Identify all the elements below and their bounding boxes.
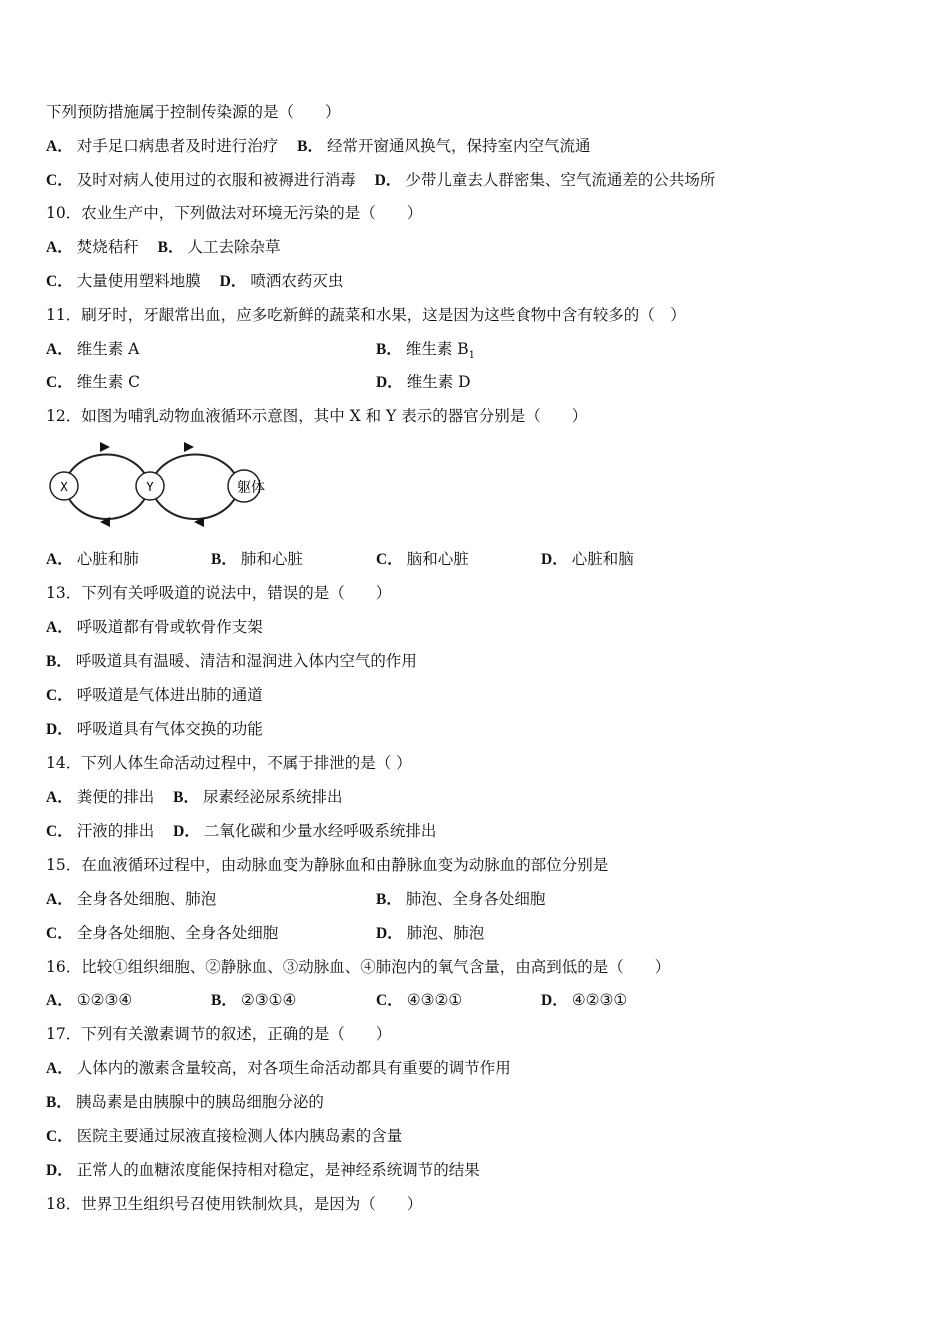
option-label: B． [211, 992, 237, 1009]
option-label: A． [46, 551, 73, 568]
q15-option-d: 肺泡、肺泡 [406, 924, 485, 942]
q10-stem: 10．农业生产中，下列做法对环境无污染的是（ ） [46, 204, 423, 222]
option-label: A． [46, 992, 73, 1009]
option-label: D． [541, 551, 568, 568]
node-x-label: X [60, 480, 68, 494]
option-label: C． [46, 374, 73, 391]
q11-option-b-subscript: 1 [468, 350, 476, 362]
option-label: D． [376, 925, 403, 942]
option-label: C． [46, 687, 73, 704]
q10-option-b: 人工去除杂草 [187, 238, 281, 256]
q14-option-b: 尿素经泌尿系统排出 [203, 788, 343, 806]
q18-stem: 18．世界卫生组织号召使用铁制炊具，是因为（ ） [46, 1195, 423, 1213]
q11-option-a: 维生素 A [76, 340, 140, 358]
q12-option-a: 心脏和肺 [76, 550, 139, 568]
q13-option-d-row [46, 719, 263, 740]
q13-option-a: 呼吸道都有骨或软骨作支架 [76, 618, 263, 636]
q16-option-d: ④②③① [571, 991, 628, 1009]
q10-options-ab [46, 237, 281, 258]
q16-option-c: ④③②① [406, 991, 463, 1009]
q15-option-a-row [46, 889, 216, 910]
option-label: C． [46, 172, 73, 189]
option-label: B． [46, 653, 72, 670]
q11-option-b: 维生素 B [405, 340, 469, 358]
q11-stem: 11．刷牙时，牙龈常出血，应多吃新鲜的蔬菜和水果，这是因为这些食物中含有较多的（ ） [46, 306, 686, 324]
q15-option-a: 全身各处细胞、肺泡 [76, 890, 217, 908]
q14-option-d: 二氧化碳和少量水经呼吸系统排出 [203, 822, 437, 840]
option-label: B． [297, 138, 323, 155]
q14-stem: 14．下列人体生命活动过程中，不属于排泄的是（ ） [46, 754, 412, 772]
q9-options-cd [46, 170, 715, 191]
q11-option-a-row [46, 339, 139, 360]
q14-options-ab [46, 787, 343, 808]
q17-option-a-row [46, 1058, 511, 1079]
option-label: A． [46, 1060, 73, 1077]
q17-option-b-row [46, 1092, 324, 1113]
q15-option-b: 肺泡、全身各处细胞 [405, 890, 546, 908]
option-label: C． [376, 551, 403, 568]
q13-option-b-row [46, 651, 417, 672]
q10-option-c: 大量使用塑料地膜 [76, 272, 201, 290]
q9-option-a: 对手足口病患者及时进行治疗 [76, 137, 279, 155]
q9-options-ab [46, 136, 591, 157]
option-label: D． [376, 374, 403, 391]
q15-stem: 15．在血液循环过程中，由动脉血变为静脉血和由静脉血变为动脉血的部位分别是 [46, 856, 609, 874]
q17-option-b: 胰岛素是由胰腺中的胰岛细胞分泌的 [75, 1093, 324, 1111]
q17-option-a: 人体内的激素含量较高，对各项生命活动都具有重要的调节作用 [76, 1059, 511, 1077]
option-label: B． [376, 891, 402, 908]
q13-option-c: 呼吸道是气体进出肺的通道 [76, 686, 263, 704]
option-label: C． [46, 925, 73, 942]
option-label: C． [376, 992, 403, 1009]
q16-option-b: ②③①④ [240, 991, 297, 1009]
q15-option-c-row [46, 923, 278, 944]
option-label: A． [46, 891, 73, 908]
q12-options [46, 549, 634, 570]
arrow-icon [184, 442, 194, 452]
option-label: D． [374, 172, 402, 189]
q13-stem: 13．下列有关呼吸道的说法中，错误的是（ ） [46, 584, 392, 602]
q12-stem: 12．如图为哺乳动物血液循环示意图，其中 X 和 Y 表示的器官分别是（ ） [46, 407, 588, 425]
option-label: C． [46, 1128, 73, 1145]
option-label: B． [46, 1094, 72, 1111]
q13-option-d: 呼吸道具有气体交换的功能 [76, 720, 263, 738]
option-label: D． [219, 273, 247, 290]
q12-option-c: 脑和心脏 [406, 550, 469, 568]
q16-stem: 16．比较①组织细胞、②静脉血、③动脉血、④肺泡内的氧气含量，由高到低的是（ ） [46, 958, 671, 976]
option-label: B． [211, 551, 237, 568]
q17-option-d: 正常人的血糖浓度能保持相对稳定，是神经系统调节的结果 [76, 1161, 480, 1179]
q9-option-b: 经常开窗通风换气，保持室内空气流通 [327, 137, 591, 155]
q14-option-a: 粪便的排出 [76, 788, 155, 806]
q10-option-d: 喷洒农药灭虫 [250, 272, 344, 290]
q12-option-b: 肺和心脏 [240, 550, 303, 568]
option-label: D． [46, 721, 73, 738]
q16-options [46, 990, 627, 1011]
option-label: A． [46, 619, 73, 636]
option-label: D． [173, 823, 200, 840]
node-y-label: Y [146, 480, 154, 494]
q9-stem: 下列预防措施属于控制传染源的是（ ） [46, 103, 341, 121]
q14-options-cd [46, 821, 436, 842]
q15-option-d-row [376, 923, 484, 944]
option-label: A． [46, 789, 73, 806]
q15-option-c: 全身各处细胞、全身各处细胞 [76, 924, 279, 942]
q11-option-b-row [376, 339, 475, 366]
q17-option-c: 医院主要通过尿液直接检测人体内胰岛素的含量 [76, 1127, 403, 1145]
q17-option-d-row [46, 1160, 480, 1181]
q14-option-c: 汗液的排出 [76, 822, 155, 840]
q11-option-c-row [46, 372, 140, 393]
q11-option-c: 维生素 C [76, 373, 140, 391]
q9-option-c: 及时对病人使用过的衣服和被褥进行消毒 [76, 171, 356, 189]
option-label: B． [157, 239, 184, 256]
q16-option-a: ①②③④ [76, 991, 133, 1009]
option-label: B． [376, 341, 402, 358]
q15-option-b-row [376, 889, 545, 910]
q13-option-b: 呼吸道具有温暖、清洁和湿润进入体内空气的作用 [75, 652, 417, 670]
q11-option-d: 维生素 D [406, 373, 471, 391]
circulation-diagram [44, 442, 274, 534]
q12-option-d: 心脏和脑 [571, 550, 634, 568]
option-label: D． [46, 1162, 73, 1179]
q10-option-a: 焚烧秸秆 [76, 238, 139, 256]
q9-option-d: 少带儿童去人群密集、空气流通差的公共场所 [405, 171, 716, 189]
q13-option-a-row [46, 617, 263, 638]
q17-option-c-row [46, 1126, 402, 1147]
option-label: C． [46, 273, 73, 290]
arrow-icon [100, 442, 110, 452]
q10-options-cd [46, 271, 343, 292]
q13-option-c-row [46, 685, 263, 706]
node-body-label: 躯体 [237, 480, 265, 496]
option-label: A． [46, 341, 73, 358]
option-label: D． [541, 992, 568, 1009]
option-label: A． [46, 239, 73, 256]
option-label: C． [46, 823, 73, 840]
option-label: A． [46, 138, 73, 155]
option-label: B． [173, 789, 199, 806]
q17-stem: 17．下列有关激素调节的叙述，正确的是（ ） [46, 1025, 392, 1043]
q11-option-d-row [376, 372, 471, 393]
